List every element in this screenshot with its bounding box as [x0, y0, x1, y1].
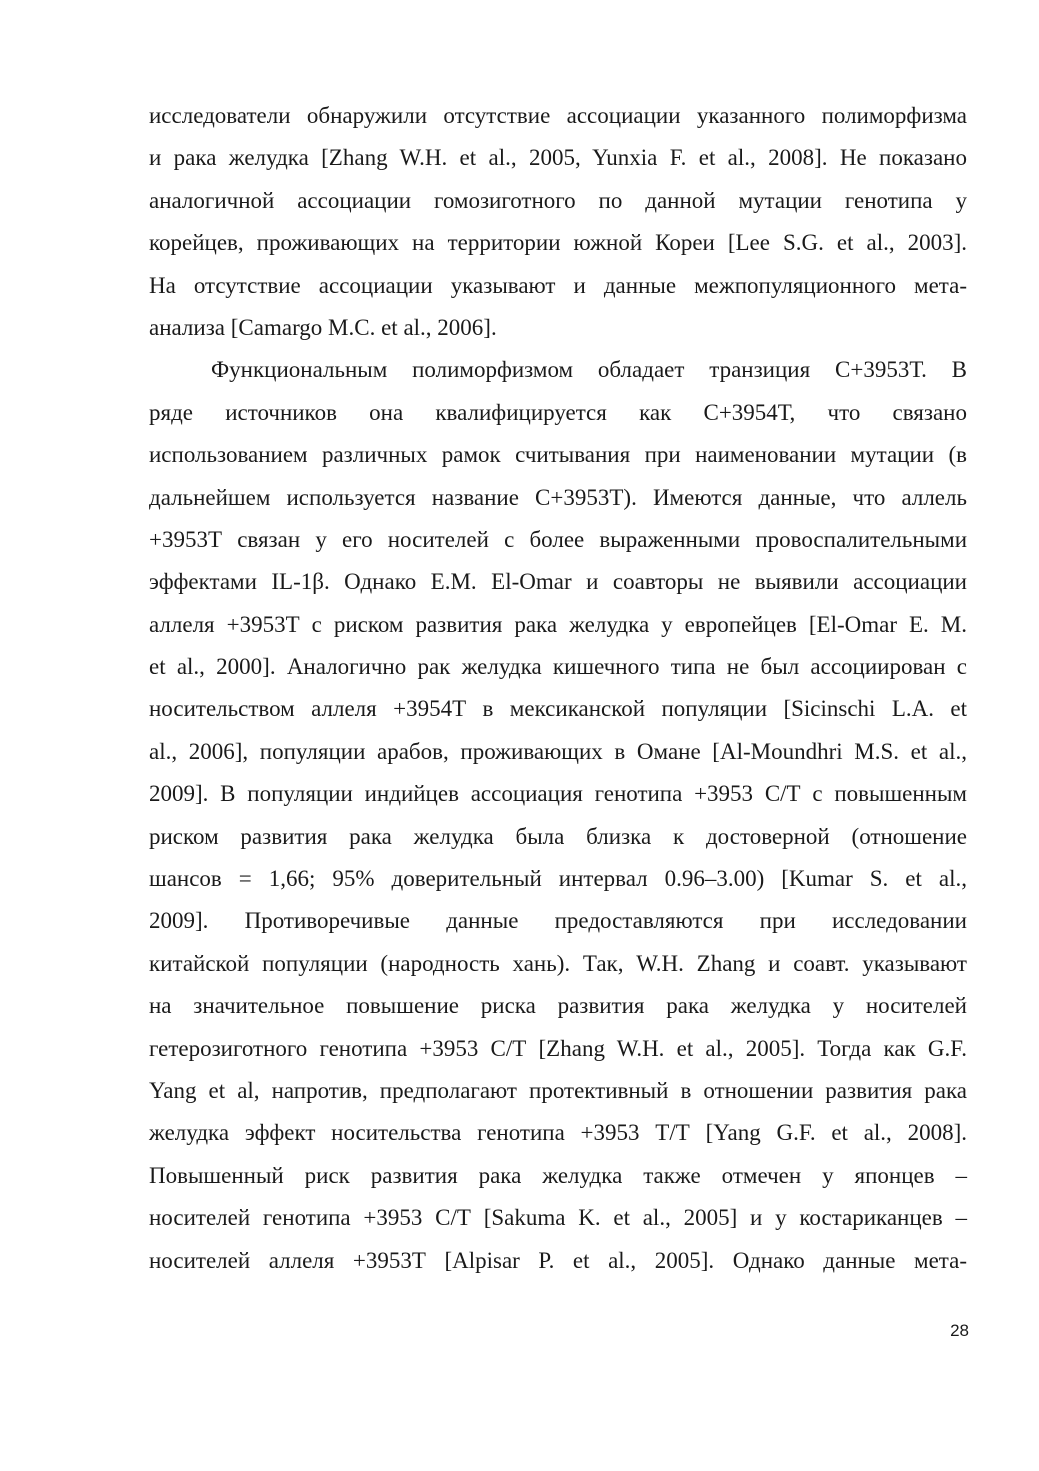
text-line: al., 2006], популяции арабов, проживающих в Омане [Al-Moundhri M.S. et al., — [149, 738, 967, 764]
page-number: 28 — [950, 1321, 969, 1340]
text-line: анализа [Camargo M.C. et al., 2006]. — [149, 314, 497, 340]
text-line: носителей аллеля +3953Т [Alpisar P. et al., 2005]. Однако данные мета- — [149, 1247, 967, 1273]
text-line: 2009]. В популяции индийцев ассоциация генотипа +3953 С/Т с повышенным — [149, 781, 967, 807]
text-line: et al., 2000]. Аналогично рак желудка кишечного типа не был ассоциирован с — [149, 654, 967, 680]
text-line: риском развития рака желудка была близка к достоверной (отношение — [149, 823, 967, 849]
text-line: и рака желудка [Zhang W.H. et al., 2005, Yunxia F. et al., 2008]. Не показано — [149, 145, 967, 171]
text-line: на значительное повышение риска развития рака желудка у носителей — [149, 993, 967, 1019]
text-line: +3953Т связан у его носителей с более выраженными провоспалительными — [149, 526, 967, 552]
text-line: носителей генотипа +3953 С/Т [Sakuma K. et al., 2005] и у костариканцев – — [149, 1205, 967, 1231]
body-text — [149, 95, 967, 1282]
text-line: шансов = 1,66; 95% доверительный интервал 0.96–3.00) [Kumar S. et al., — [149, 866, 967, 892]
text-line: желудка эффект носительства генотипа +3953 Т/Т [Yang G.F. et al., 2008]. — [149, 1120, 967, 1146]
text-line: Yang et al, напротив, предполагают протективный в отношении развития рака — [149, 1077, 967, 1103]
text-line: использованием различных рамок считывания при наименовании мутации (в — [149, 442, 967, 468]
text-line: На отсутствие ассоциации указывают и данные межпопуляционного мета- — [149, 272, 967, 298]
text-line: аллеля +3953Т с риском развития рака желудка у европейцев [El-Omar E. M. — [149, 611, 967, 637]
text-line: исследователи обнаружили отсутствие ассоциации указанного полиморфизма — [149, 103, 967, 128]
text-line: гетерозиготного генотипа +3953 С/Т [Zhang W.H. et al., 2005]. Тогда как G.F. — [149, 1035, 967, 1061]
text-line: Функциональным полиморфизмом обладает транзиция С+3953Т. В — [211, 357, 967, 383]
text-line: дальнейшем используется название С+3953Т). Имеются данные, что аллель — [149, 484, 967, 510]
text-line: китайской популяции (народность хань). Так, W.H. Zhang и соавт. указывают — [149, 950, 967, 976]
text-line: носительством аллеля +3954Т в мексиканской популяции [Sicinschi L.A. et — [149, 696, 967, 722]
text-line: Повышенный риск развития рака желудка также отмечен у японцев – — [149, 1162, 967, 1188]
text-line: 2009]. Противоречивые данные предоставляются при исследовании — [149, 908, 967, 934]
text-line: ряде источников она квалифицируется как С+3954Т, что связано — [149, 399, 967, 425]
text-line: корейцев, проживающих на территории южной Кореи [Lee S.G. et al., 2003]. — [149, 230, 967, 256]
text-line: эффектами IL-1β. Однако E.M. El-Omar и соавторы не выявили ассоциации — [149, 569, 967, 595]
text-line: аналогичной ассоциации гомозиготного по данной мутации генотипа у — [149, 187, 967, 213]
